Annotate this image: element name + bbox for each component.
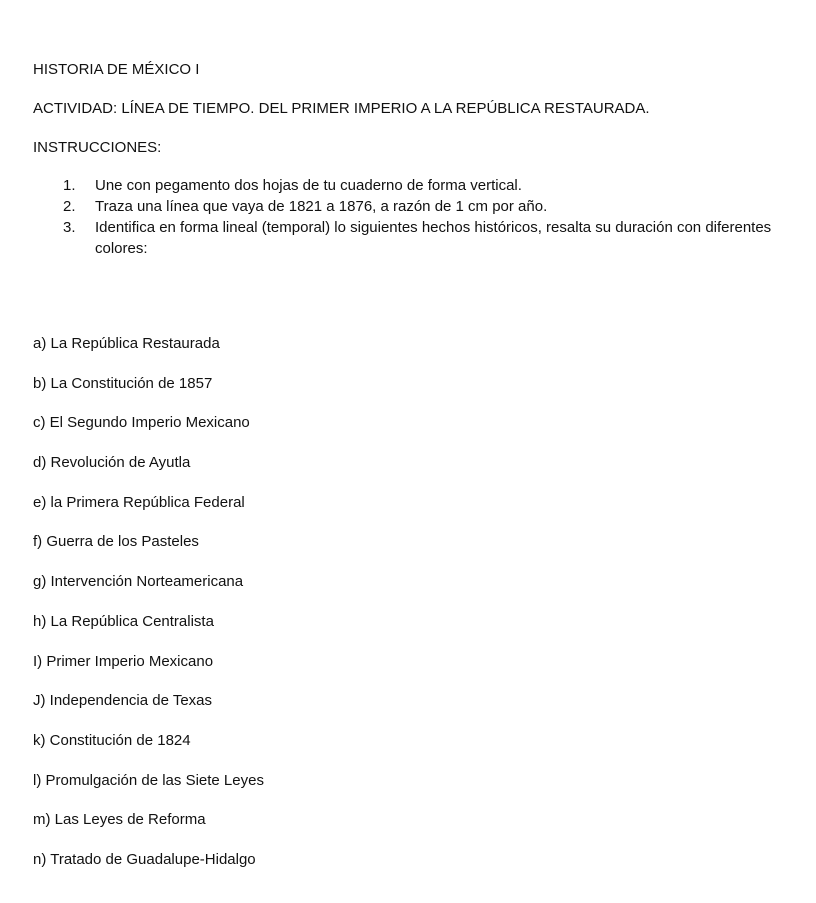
course-title: HISTORIA DE MÉXICO I <box>33 61 200 78</box>
instruction-item <box>0 217 816 259</box>
instruction-text: Identifica en forma lineal (temporal) lo siguientes hechos históricos, resalta su duración con diferentes colores: <box>95 219 772 257</box>
instruction-number: 1. <box>63 177 76 194</box>
event-item: d) Revolución de Ayutla <box>33 454 191 472</box>
event-item: I) Primer Imperio Mexicano <box>33 652 214 670</box>
event-item: m) Las Leyes de Reforma <box>33 811 206 829</box>
instruction-item <box>0 196 816 217</box>
instruction-number: 2. <box>63 198 76 215</box>
event-item: k) Constitución de 1824 <box>33 731 191 749</box>
activity-title: ACTIVIDAD: LÍNEA DE TIEMPO. DEL PRIMER IMPERIO A LA REPÚBLICA RESTAURADA. <box>33 100 650 117</box>
instructions-heading: INSTRUCCIONES: <box>33 139 162 156</box>
event-item: g) Intervención Norteamericana <box>33 573 244 591</box>
instruction-text: Traza una línea que vaya de 1821 a 1876, a razón de 1 cm por año. <box>95 198 548 215</box>
instructions-list <box>0 175 816 259</box>
event-item: a) La República Restaurada <box>33 335 220 352</box>
event-item: c) El Segundo Imperio Mexicano <box>33 414 250 432</box>
event-item: e) la Primera República Federal <box>33 493 245 511</box>
instruction-item <box>0 175 816 196</box>
event-item: n) Tratado de Guadalupe-Hidalgo <box>33 850 256 868</box>
event-item: b) La Constitución de 1857 <box>33 374 213 392</box>
event-item: h) La República Centralista <box>33 612 214 630</box>
event-item: J) Independencia de Texas <box>33 692 213 710</box>
instruction-text: Une con pegamento dos hojas de tu cuaderno de forma vertical. <box>95 177 522 194</box>
event-item: f) Guerra de los Pasteles <box>33 533 199 551</box>
event-item: l) Promulgación de las Siete Leyes <box>33 771 264 789</box>
instruction-number: 3. <box>63 219 76 236</box>
events-list <box>33 333 264 889</box>
